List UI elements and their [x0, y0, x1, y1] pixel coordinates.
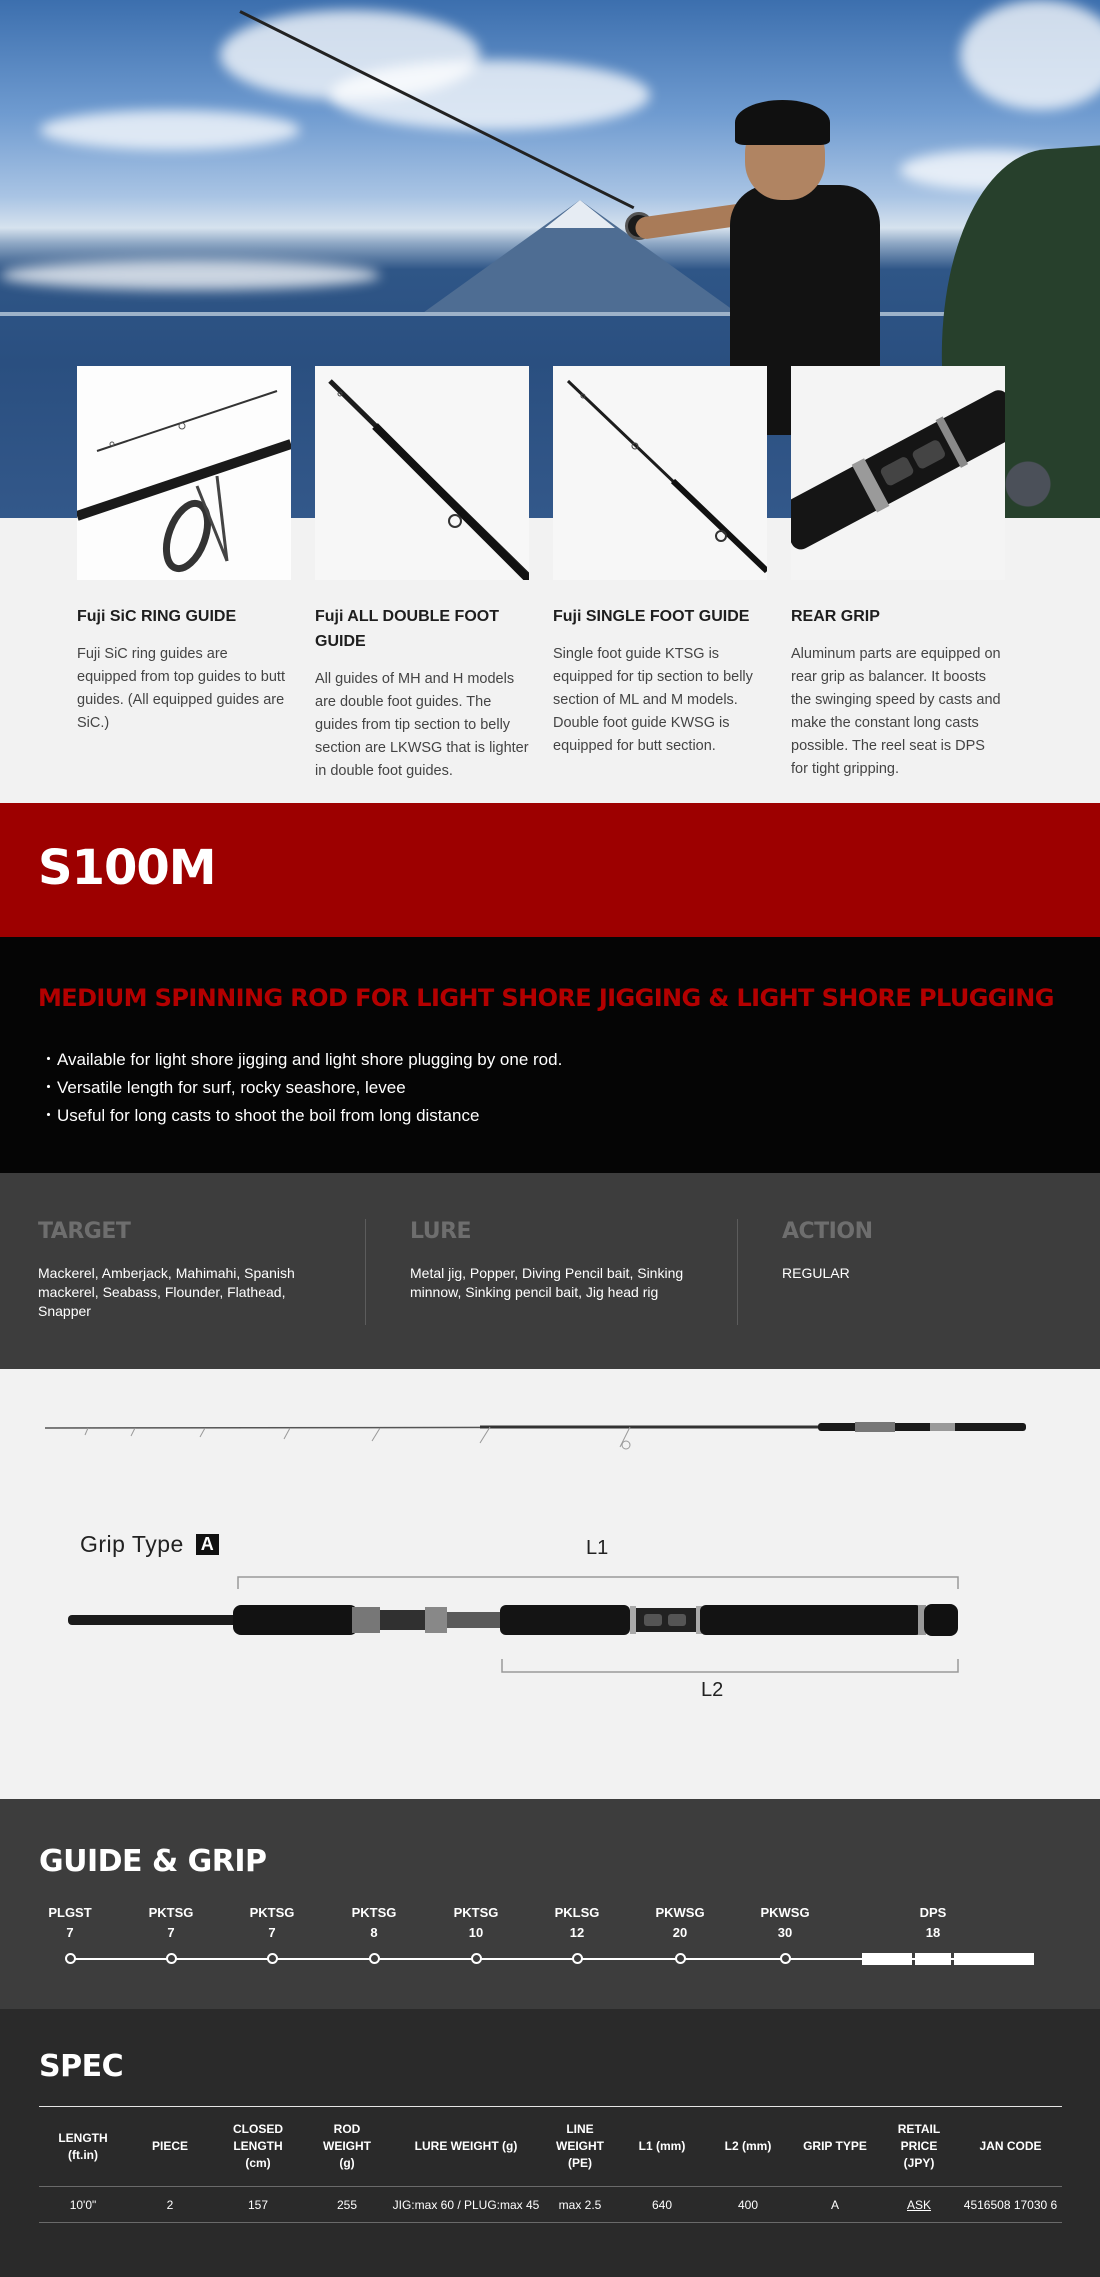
guide-name: PKWSG — [655, 1905, 705, 1920]
action-value: REGULAR — [782, 1265, 850, 1281]
guide-label — [30, 1903, 110, 1943]
guide-dot — [166, 1953, 177, 1964]
spec-cell-lure-weight: JIG:max 60 / PLUG:max 45 — [391, 2187, 541, 2223]
guide-label — [334, 1903, 414, 1943]
double-foot-guide-image — [315, 366, 529, 580]
grip-type-title — [80, 1531, 219, 1558]
spec-header — [303, 2107, 391, 2187]
spec-header-text: LENGTH (ft.in) — [58, 2130, 108, 2162]
description-headline: MEDIUM SPINNING ROD FOR LIGHT SHORE JIGGING & LIGHT SHORE PLUGGING — [38, 984, 1054, 1012]
guide-size: 18 — [925, 1925, 941, 1940]
target-value: Mackerel, Amberjack, Mahimahi, Spanish mackerel, Seabass, Flounder, Flathead, Snapper — [38, 1265, 295, 1319]
target-lure-action-section — [0, 1173, 1100, 1369]
guide-name: PKLSG — [554, 1905, 600, 1920]
guide-dot — [267, 1953, 278, 1964]
spec-header-text: LURE WEIGHT (g) — [414, 2139, 518, 2153]
guide-dot — [572, 1953, 583, 1964]
feature-card-sic-ring-guide — [77, 366, 291, 735]
guide-name: PKTSG — [148, 1905, 194, 1920]
guide-dot — [675, 1953, 686, 1964]
feature-card-double-foot-guide — [315, 366, 529, 783]
spec-header-text: CLOSED LENGTH (cm) — [232, 2122, 283, 2170]
guide-label — [131, 1903, 211, 1943]
lure-value: Metal jig, Popper, Diving Pencil bait, Sinking minnow, Sinking pencil bait, Jig head rig — [410, 1265, 684, 1300]
spec-header — [791, 2107, 879, 2187]
spec-cell-jan-code: 4516508 17030 6 — [959, 2187, 1062, 2223]
spec-cell-length: 10'0" — [39, 2187, 127, 2223]
feature-title: Fuji SiC RING GUIDE — [77, 608, 237, 625]
feature-text: All guides of MH and H models are double foot guides. The guides from tip section to belly section are LKWSG that is lighter in double foot guides. — [315, 671, 529, 779]
spec-header-row — [39, 2107, 1062, 2187]
guide-dot — [780, 1953, 791, 1964]
grip-diagram — [0, 1560, 1100, 1680]
spec-header — [959, 2107, 1062, 2187]
spec-cell-grip-type: A — [791, 2187, 879, 2223]
guide-size: 20 — [672, 1925, 688, 1940]
guide-name: PKTSG — [249, 1905, 295, 1920]
spec-header-text: L2 (mm) — [724, 2139, 772, 2153]
spec-header — [705, 2107, 791, 2187]
spec-section — [0, 2009, 1100, 2277]
divider — [737, 1219, 738, 1325]
guide-name: DPS — [919, 1905, 947, 1920]
guide-label — [745, 1903, 825, 1943]
spec-cell-closed-length: 157 — [213, 2187, 303, 2223]
guide-grip-title: GUIDE & GRIP — [39, 1844, 267, 1879]
action-column — [782, 1219, 1062, 1283]
guide-size: 12 — [569, 1925, 585, 1940]
grip-segment — [862, 1953, 912, 1965]
single-foot-guide-image — [553, 366, 767, 580]
guide-dot — [369, 1953, 380, 1964]
l2-label: L2 — [701, 1679, 724, 1701]
target-label: TARGET — [38, 1219, 131, 1244]
spec-cell-l1: 640 — [619, 2187, 705, 2223]
lure-column — [410, 1219, 700, 1302]
model-title-bar — [0, 803, 1100, 937]
spec-title: SPEC — [39, 2049, 124, 2084]
feature-text: Aluminum parts are equipped on rear grip as balancer. It boosts the swinging speed by casts and make the constant long casts possible. The reel seat is DPS for tight gripping. — [791, 646, 1001, 777]
sic-ring-guide-image — [77, 366, 291, 580]
spec-header-text: PIECE — [151, 2139, 188, 2153]
spec-cell-l2: 400 — [705, 2187, 791, 2223]
bullet-item: ・Available for light shore jigging and light shore plugging by one rod. — [40, 1050, 563, 1069]
spec-header — [879, 2107, 959, 2187]
grip-label — [893, 1903, 973, 1943]
spec-table — [39, 2106, 1062, 2223]
guide-name: PKTSG — [351, 1905, 397, 1920]
guide-dot — [65, 1953, 76, 1964]
spec-header — [541, 2107, 619, 2187]
spec-cell-rod-weight: 255 — [303, 2187, 391, 2223]
guide-size: 8 — [370, 1925, 378, 1940]
grip-segment — [954, 1953, 1034, 1965]
target-column — [38, 1219, 338, 1321]
guide-size: 10 — [468, 1925, 484, 1940]
description-section — [0, 937, 1100, 1173]
l1-label: L1 — [586, 1537, 609, 1559]
divider — [365, 1219, 366, 1325]
guide-name: PKTSG — [453, 1905, 499, 1920]
feature-text: Fuji SiC ring guides are equipped from top guides to butt guides. (All equipped guides are SiC.) — [77, 646, 285, 731]
spec-header-text: JAN CODE — [979, 2139, 1042, 2153]
spec-header-text: LINE WEIGHT (PE) — [556, 2122, 604, 2170]
action-label: ACTION — [782, 1219, 873, 1244]
spec-header-text: L1 (mm) — [638, 2139, 686, 2153]
spec-header — [619, 2107, 705, 2187]
spec-header-text: RETAIL PRICE (JPY) — [897, 2122, 941, 2170]
guide-name: PKWSG — [760, 1905, 810, 1920]
feature-bullet-list — [40, 1046, 562, 1130]
ask-price-link[interactable]: ASK — [906, 2197, 931, 2212]
guide-size: 30 — [777, 1925, 793, 1940]
guide-label — [640, 1903, 720, 1943]
spec-cell-piece: 2 — [127, 2187, 213, 2223]
feature-title: REAR GRIP — [791, 608, 880, 625]
guide-grip-section — [0, 1799, 1100, 2009]
model-name: S100M — [38, 840, 216, 896]
guide-name: PLGST — [48, 1905, 92, 1920]
guide-label — [537, 1903, 617, 1943]
guide-label — [436, 1903, 516, 1943]
spec-header — [213, 2107, 303, 2187]
spec-header-text: GRIP TYPE — [803, 2139, 867, 2153]
grip-type-badge: A — [196, 1534, 220, 1555]
grip-type-label: Grip Type — [80, 1531, 184, 1557]
feature-text: Single foot guide KTSG is equipped for tip section to belly section of ML and M models. Double foot guide KWSG is equipped for butt section. — [553, 646, 753, 754]
feature-card-rear-grip — [791, 366, 1005, 781]
rear-grip-image — [791, 366, 1005, 580]
bullet-item: ・Versatile length for surf, rocky seashore, levee — [40, 1078, 406, 1097]
spec-header — [127, 2107, 213, 2187]
feature-title: Fuji ALL DOUBLE FOOT GUIDE — [315, 608, 499, 650]
spec-header — [39, 2107, 127, 2187]
bullet-item: ・Useful for long casts to shoot the boil from long distance — [40, 1106, 480, 1125]
lure-label: LURE — [410, 1219, 472, 1244]
guide-dot — [471, 1953, 482, 1964]
guide-size: 7 — [66, 1925, 74, 1940]
feature-title: Fuji SINGLE FOOT GUIDE — [553, 608, 750, 625]
spec-cell-retail-price — [879, 2187, 959, 2223]
guide-label — [232, 1903, 312, 1943]
guide-size: 7 — [167, 1925, 175, 1940]
guide-size: 7 — [268, 1925, 276, 1940]
feature-card-single-foot-guide — [553, 366, 767, 758]
spec-header — [391, 2107, 541, 2187]
spec-row — [39, 2187, 1062, 2223]
spec-cell-line-weight: max 2.5 — [541, 2187, 619, 2223]
spec-header-text: ROD WEIGHT (g) — [323, 2122, 371, 2170]
grip-segment — [915, 1953, 951, 1965]
